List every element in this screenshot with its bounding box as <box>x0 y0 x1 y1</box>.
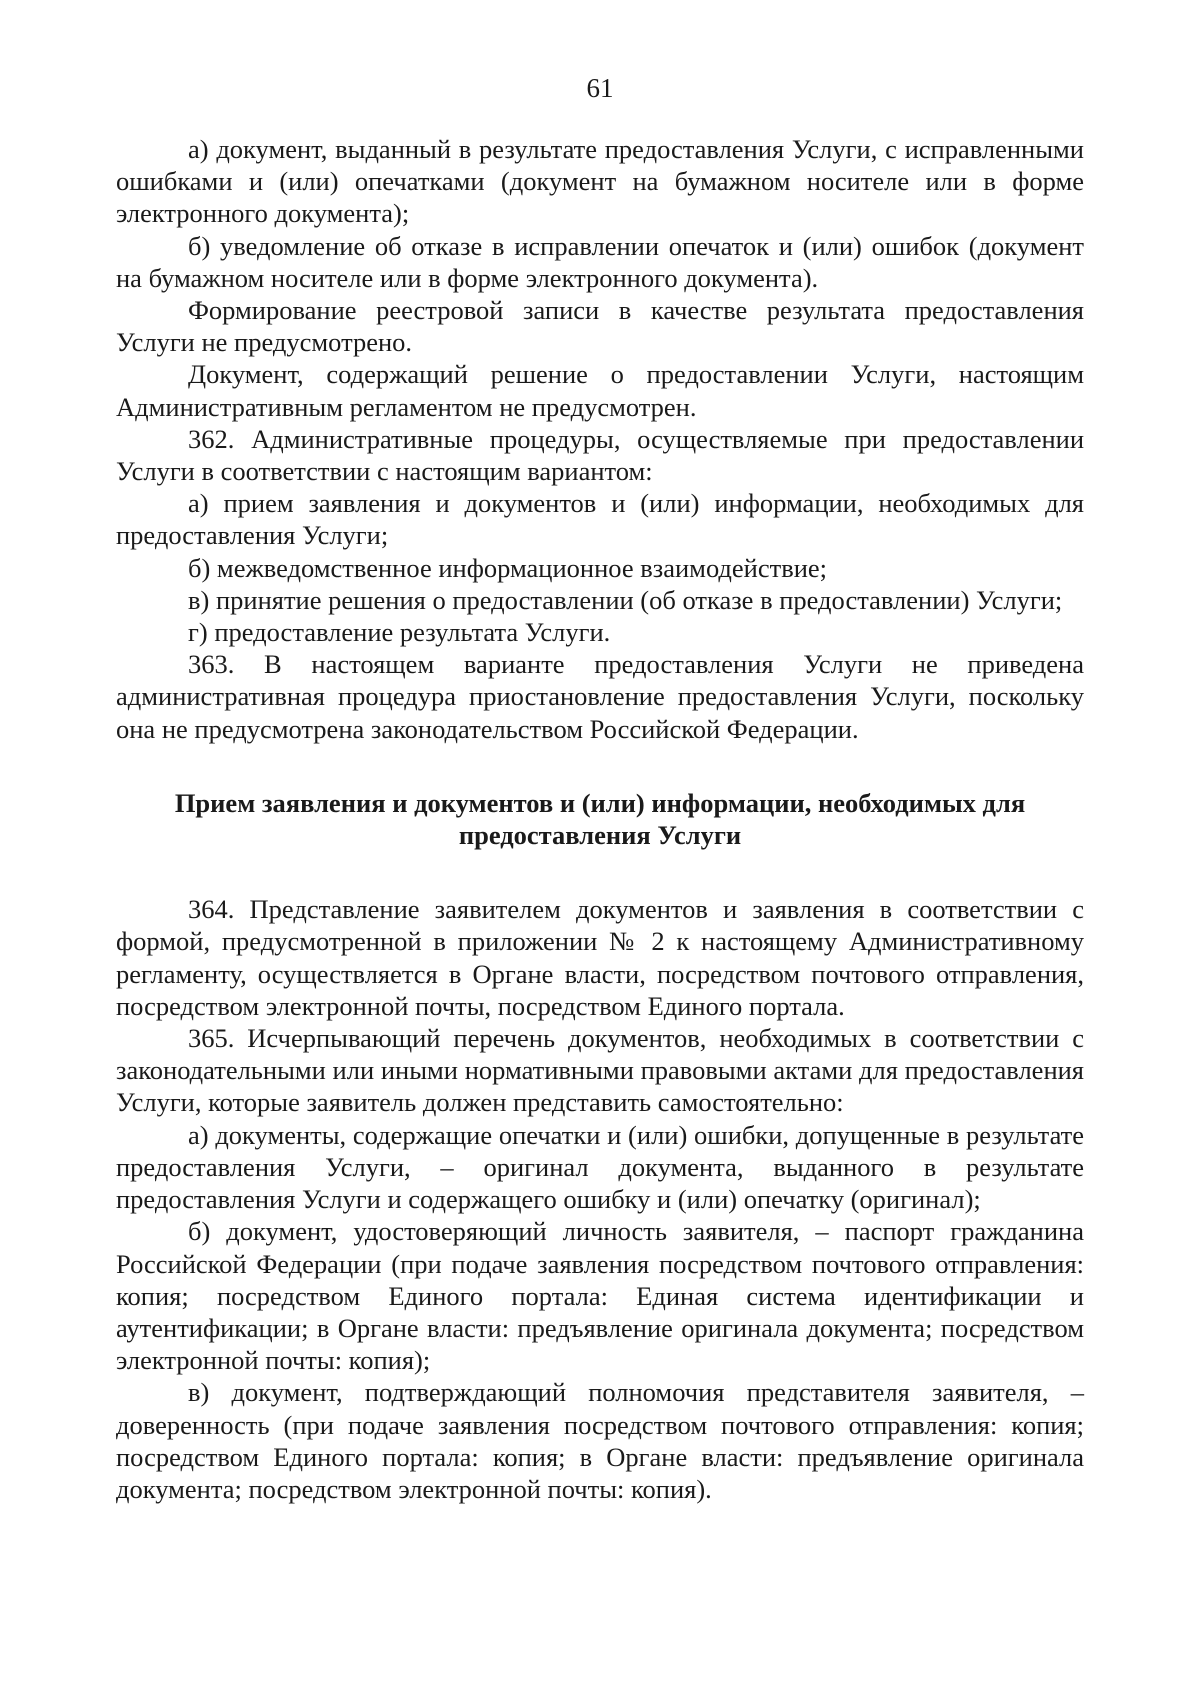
paragraph: б) уведомление об отказе в исправлении опечаток и (или) ошибок (документ на бумажном носителе или в форме электронного документа). <box>116 230 1084 293</box>
paragraph: г) предоставление результата Услуги. <box>188 617 611 648</box>
paragraph: 362. Административные процедуры, осуществляемые при предоставлении Услуги в соответствии с настоящим вариантом: <box>116 423 1084 487</box>
paragraph: в) документ, подтверждающий полномочия представителя заявителя, – доверенность (при подаче заявления посредством почтового отправления: копия; посредством Единого портала: копия; в Органе власти: предъявление оригинала документа; посредством электронной почты: копия). <box>116 1377 1084 1504</box>
paragraph: б) документ, удостоверяющий личность заявителя, – паспорт гражданина Российской Федерации (при подаче заявления посредством почтового отправления: копия; посредством Единого портала: Единая система идентификации и аутентификации; в Органе власти: предъявление оригинала документа; посредством электронной почты: копия); <box>116 1216 1084 1376</box>
paragraph: б) межведомственное информационное взаимодействие; <box>188 552 828 583</box>
paragraph: 365. Исчерпывающий перечень документов, необходимых в соответствии с законодательными или иными нормативными правовыми актами для предоставления Услуги, которые заявитель должен представить самостоятельно: <box>116 1023 1084 1118</box>
paragraph: а) прием заявления и документов и (или) информации, необходимых для предоставления Услуги; <box>116 488 1084 551</box>
paragraph: 363. В настоящем варианте предоставления Услуги не приведена административная процедура приостановление предоставления Услуги, поскольку она не предусмотрена законодательством Российской Федерации. <box>116 649 1084 744</box>
paragraph: 364. Представление заявителем документов и заявления в соответствии с формой, предусмотренной в приложении № 2 к настоящему Административному регламенту, осуществляется в Органе власти, посредством почтового отправления, посредством электронной почты, посредством Единого портала. <box>116 894 1084 1021</box>
document-body <box>116 133 1084 1505</box>
paragraph: Документ, содержащий решение о предоставлении Услуги, настоящим Административным регламентом не предусмотрен. <box>116 359 1084 422</box>
paragraph: в) принятие решения о предоставлении (об отказе в предоставлении) Услуги; <box>188 584 1063 615</box>
paragraph: а) документы, содержащие опечатки и (или) ошибки, допущенные в результате предоставления Услуги, – оригинал документа, выданного в результате предоставления Услуги и содержащего ошибку и (или) опечатку (оригинал); <box>116 1119 1084 1215</box>
paragraph: Формирование реестровой записи в качестве результата предоставления Услуги не предусмотрено. <box>116 295 1084 358</box>
section-heading: Прием заявления и документов и (или) информации, необходимых для предоставления Услуги <box>174 787 1026 851</box>
paragraph: а) документ, выданный в результате предоставления Услуги, с исправленными ошибками и (или) опечатками (документ на бумажном носителе или в форме электронного документа); <box>116 134 1084 229</box>
page-number: 61 <box>586 73 614 103</box>
